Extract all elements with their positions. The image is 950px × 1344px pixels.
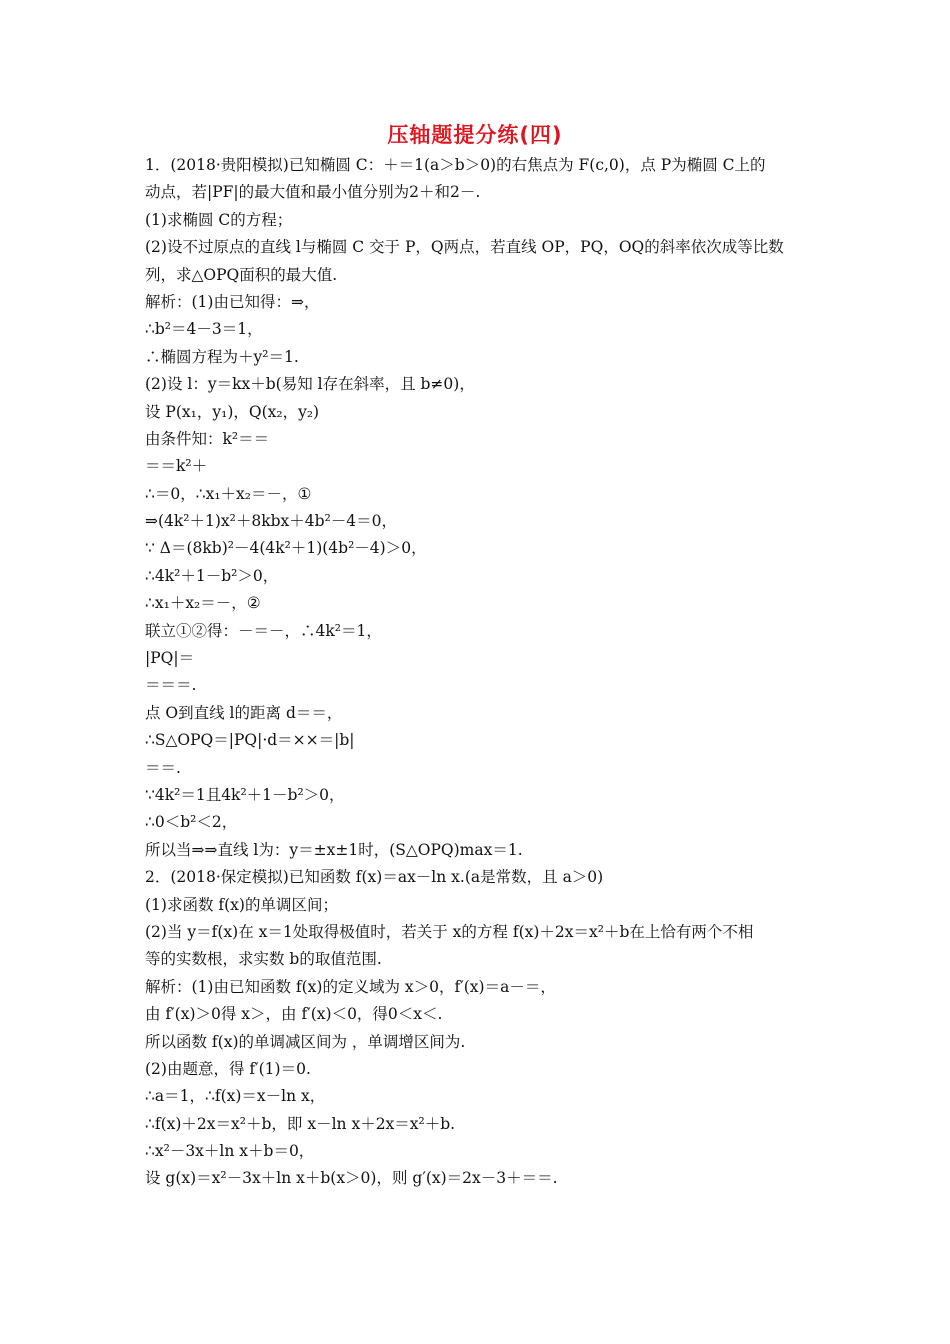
- text-line: 由 f′(x)＞0得 x＞，由 f′(x)＜0，得0＜x＜.: [145, 1005, 443, 1024]
- text-line: 1．(2018·贵阳模拟)已知椭圆 C：＋＝1(a＞b＞0)的右焦点为 F(c,0)，点 P为椭圆 C上的: [145, 156, 766, 174]
- text-line: ＝＝.: [145, 758, 181, 777]
- text-line: ∴S△OPQ＝|PQ|·d＝××＝|b|: [145, 731, 355, 750]
- text-line: 点 O到直线 l的距离 d＝＝，: [145, 703, 343, 722]
- text-line: 设 P(x₁，y₁)，Q(x₂，y₂): [145, 402, 320, 421]
- text-line: (2)由题意，得 f′(1)＝0.: [145, 1059, 311, 1078]
- text-line: (1)求函数 f(x)的单调区间；: [145, 895, 338, 914]
- text-line: (2)当 y＝f(x)在 x＝1处取得极值时，若关于 x的方程 f(x)＋2x＝x²＋b在上恰有两个不相: [145, 922, 754, 941]
- text-line: (1)求椭圆 C的方程；: [145, 210, 293, 229]
- text-line: ∴b²＝4－3＝1，: [145, 320, 263, 339]
- text-line: ⇒(4k²＋1)x²＋8kbx＋4b²－4＝0，: [145, 512, 398, 531]
- text-line: 等的实数根，求实数 b的取值范围.: [145, 950, 382, 969]
- text-line: |PQ|＝: [145, 649, 195, 668]
- text-line: 设 g(x)＝x²－3x＋ln x＋b(x＞0)，则 g′(x)＝2x－3＋＝＝.: [145, 1169, 558, 1188]
- text-line: 所以当⇒⇒直线 l为：y＝±x±1时，(S△OPQ)max＝1.: [145, 840, 523, 859]
- text-line: ∵ Δ＝(8kb)²－4(4k²＋1)(4b²－4)＞0，: [145, 539, 427, 558]
- body-text: [145, 152, 810, 1193]
- text-line: ∵4k²＝1且4k²＋1－b²＞0，: [145, 785, 345, 804]
- text-line: ∴＝0，∴x₁＋x₂＝－，①: [145, 484, 312, 503]
- text-line: 联立①②得：－＝－，∴4k²＝1，: [145, 621, 382, 640]
- text-line: ＝＝k²＋: [145, 457, 208, 476]
- text-line: (2)设 l：y＝kx＋b(易知 l存在斜率，且 b≠0)，: [145, 375, 475, 394]
- text-line: 列，求△OPQ面积的最大值.: [145, 265, 338, 284]
- text-line: ∴4k²＋1－b²＞0，: [145, 566, 279, 585]
- text-line: 所以函数 f(x)的单调减区间为 ，单调增区间为.: [145, 1032, 466, 1051]
- text-line: ∴0＜b²＜2，: [145, 813, 238, 832]
- text-line: 解析：(1)由已知得：⇒，: [145, 292, 320, 311]
- text-line: ∴x²－3x＋ln x＋b＝0，: [145, 1142, 315, 1161]
- text-line: 动点，若|PF|的最大值和最小值分别为2＋和2－.: [145, 183, 481, 202]
- page-title: 压轴题提分练(四): [387, 123, 563, 147]
- text-line: (2)设不过原点的直线 l与椭圆 C 交于 P，Q两点，若直线 OP，PQ，OQ的斜率依次成等比数: [145, 238, 784, 257]
- text-line: ∴椭圆方程为＋y²＝1.: [145, 347, 299, 366]
- text-line: 2．(2018·保定模拟)已知函数 f(x)＝ax－ln x.(a是常数，且 a＞0): [145, 868, 604, 887]
- text-line: ＝＝＝.: [145, 676, 197, 695]
- text-line: ∴x₁＋x₂＝－，②: [145, 594, 261, 613]
- text-line: 由条件知：k²＝＝: [145, 429, 270, 448]
- text-line: 解析：(1)由已知函数 f(x)的定义域为 x＞0，f′(x)＝a－＝，: [145, 977, 556, 996]
- text-line: ∴a＝1，∴f(x)＝x－ln x，: [145, 1087, 326, 1106]
- text-line: ∴f(x)＋2x＝x²＋b，即 x－ln x＋2x＝x²＋b.: [145, 1114, 456, 1133]
